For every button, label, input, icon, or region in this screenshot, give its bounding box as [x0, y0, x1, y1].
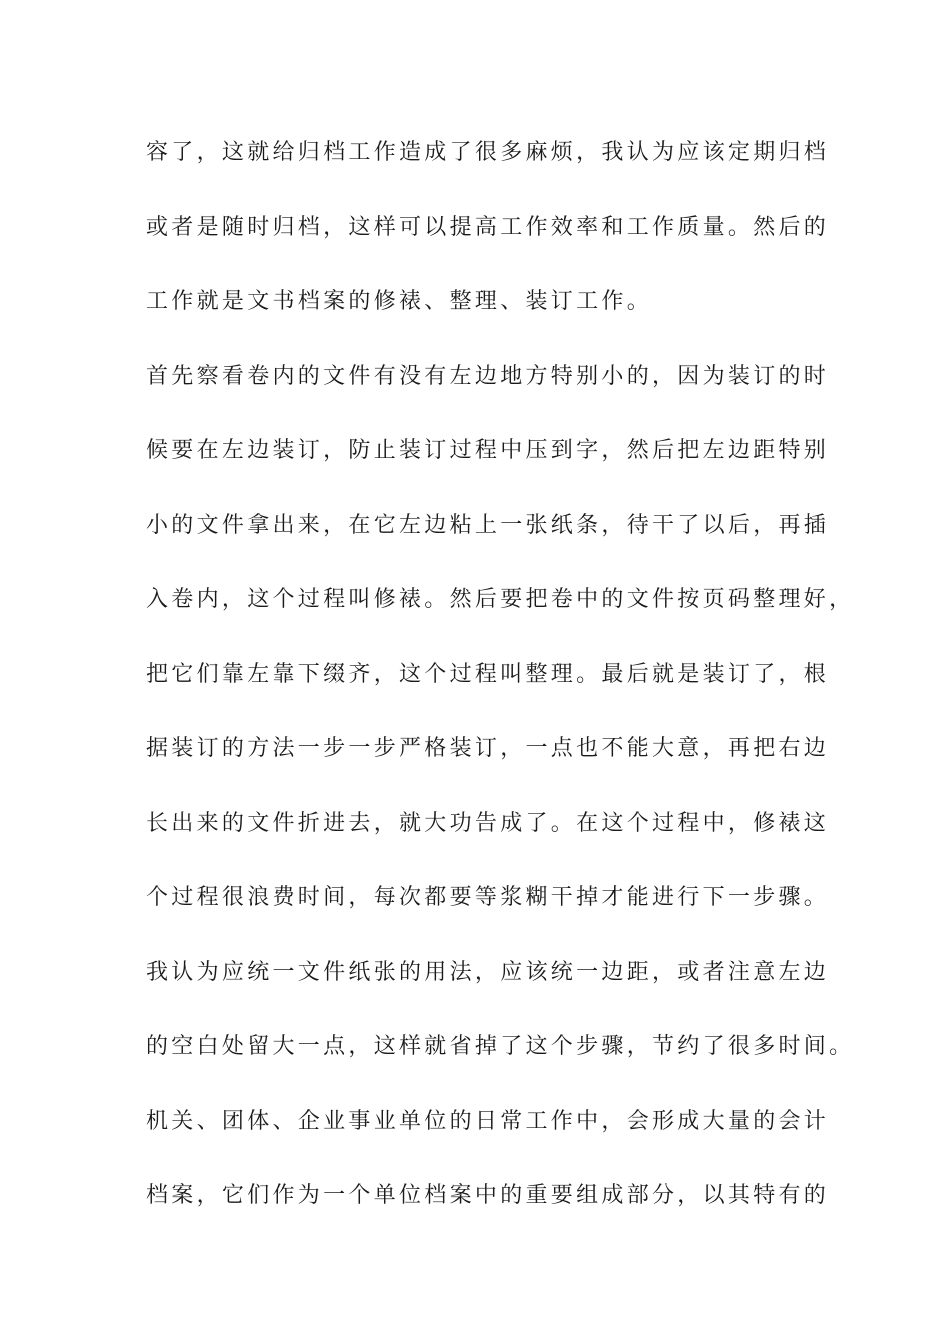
text-line: 机关、团体、企业事业单位的日常工作中，会形成大量的会计	[146, 1108, 830, 1134]
body-text	[146, 131, 855, 1249]
text-line: 容了，这就给归档工作造成了很多麻烦，我认为应该定期归档	[146, 140, 830, 165]
text-line: 入卷内，这个过程叫修裱。然后要把卷中的文件按页码整理好，	[146, 587, 855, 612]
text-line: 首先察看卷内的文件有没有左边地方特别小的，因为装订的时	[146, 363, 830, 389]
text-line: 或者是随时归档，这样可以提高工作效率和工作质量。然后的	[146, 214, 830, 240]
text-line: 把它们靠左靠下缀齐，这个过程叫整理。最后就是装订了，根	[146, 661, 830, 687]
text-line: 长出来的文件折进去，就大功告成了。在这个过程中，修裱这	[146, 810, 830, 836]
text-line: 我认为应统一文件纸张的用法，应该统一边距，或者注意左边	[146, 959, 830, 985]
text-line: 据装订的方法一步一步严格装订，一点也不能大意，再把右边	[146, 736, 830, 761]
text-line: 个过程很浪费时间，每次都要等浆糊干掉才能进行下一步骤。	[146, 885, 830, 910]
text-line: 候要在左边装订，防止装订过程中压到字，然后把左边距特别	[146, 438, 830, 463]
text-line: 工作就是文书档案的修裱、整理、装订工作。	[146, 289, 653, 314]
text-line: 小的文件拿出来，在它左边粘上一张纸条，待干了以后，再插	[146, 512, 830, 538]
text-line: 档案，它们作为一个单位档案中的重要组成部分，以其特有的	[146, 1183, 830, 1208]
text-line: 的空白处留大一点，这样就省掉了这个步骤，节约了很多时间。	[146, 1034, 855, 1059]
